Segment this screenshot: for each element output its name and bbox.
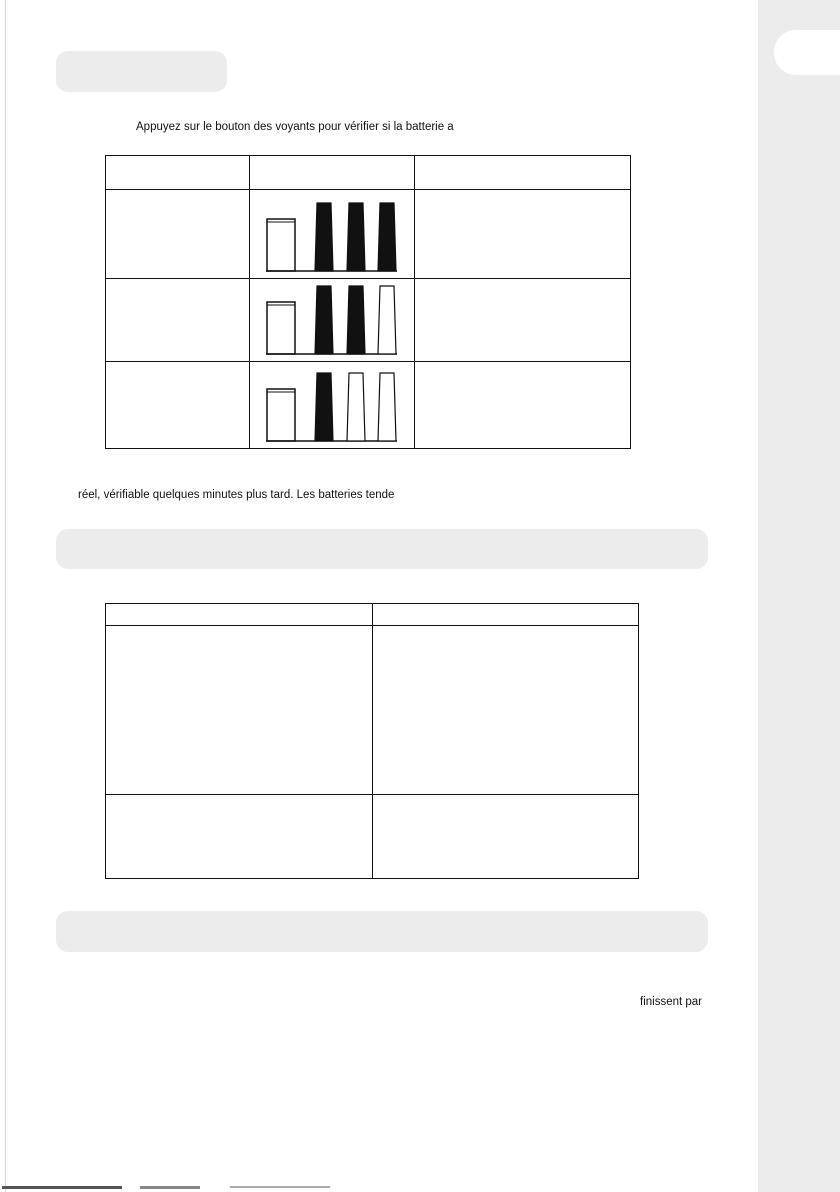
table-header-cell (250, 156, 415, 190)
gauge-battery-body (267, 389, 295, 441)
info-table (105, 603, 639, 879)
gauge-bar-lit (347, 203, 365, 271)
table-cell (250, 362, 415, 449)
gauge-bar-unlit (378, 286, 396, 354)
table-row (106, 190, 631, 279)
table-cell (106, 795, 373, 879)
gauge-bar-lit (315, 203, 333, 271)
table-cell (372, 795, 639, 879)
gauge-battery-body (267, 219, 295, 271)
table-header-cell (415, 156, 631, 190)
battery-note-text: réel, vérifiable quelques minutes plus tard. Les batteries tende (78, 489, 395, 501)
table-cell (415, 190, 631, 279)
table-cell (415, 362, 631, 449)
table-cell (106, 190, 250, 279)
gauge-bar-lit (378, 203, 396, 271)
paragraph-fragment: finissent par (640, 996, 703, 1008)
table-cell (372, 626, 639, 795)
table-cell (106, 626, 373, 795)
table-header-cell (106, 604, 373, 626)
battery-gauge-icon (250, 362, 414, 448)
section-header-bar-2 (56, 529, 708, 569)
table-row (106, 362, 631, 449)
table-cell (250, 279, 415, 362)
gauge-bar-lit (347, 286, 365, 354)
table-cell (415, 279, 631, 362)
table-header-cell (106, 156, 250, 190)
section-header-bar-3 (56, 911, 708, 952)
section-header-bar-1 (56, 51, 227, 92)
table-cell (106, 362, 250, 449)
chapter-tab (774, 30, 840, 75)
battery-gauge-icon (250, 190, 414, 278)
side-margin-strip (758, 0, 840, 1192)
table-cell (250, 190, 415, 279)
table-cell (106, 279, 250, 362)
gauge-battery-body (267, 302, 295, 354)
gauge-bar-unlit (347, 373, 365, 441)
footer-print-marks (0, 1184, 340, 1192)
battery-gauge-icon (250, 279, 414, 361)
table-row (106, 626, 639, 795)
page-left-rule (5, 0, 6, 1192)
table-header-row (106, 604, 639, 626)
gauge-bar-unlit (378, 373, 396, 441)
table-header-row (106, 156, 631, 190)
intro-text: Appuyez sur le bouton des voyants pour vérifier si la batterie a (136, 121, 454, 133)
table-row (106, 795, 639, 879)
battery-level-table (105, 155, 631, 449)
table-header-cell (372, 604, 639, 626)
gauge-bar-lit (315, 286, 333, 354)
gauge-bar-lit (315, 373, 333, 441)
table-row (106, 279, 631, 362)
